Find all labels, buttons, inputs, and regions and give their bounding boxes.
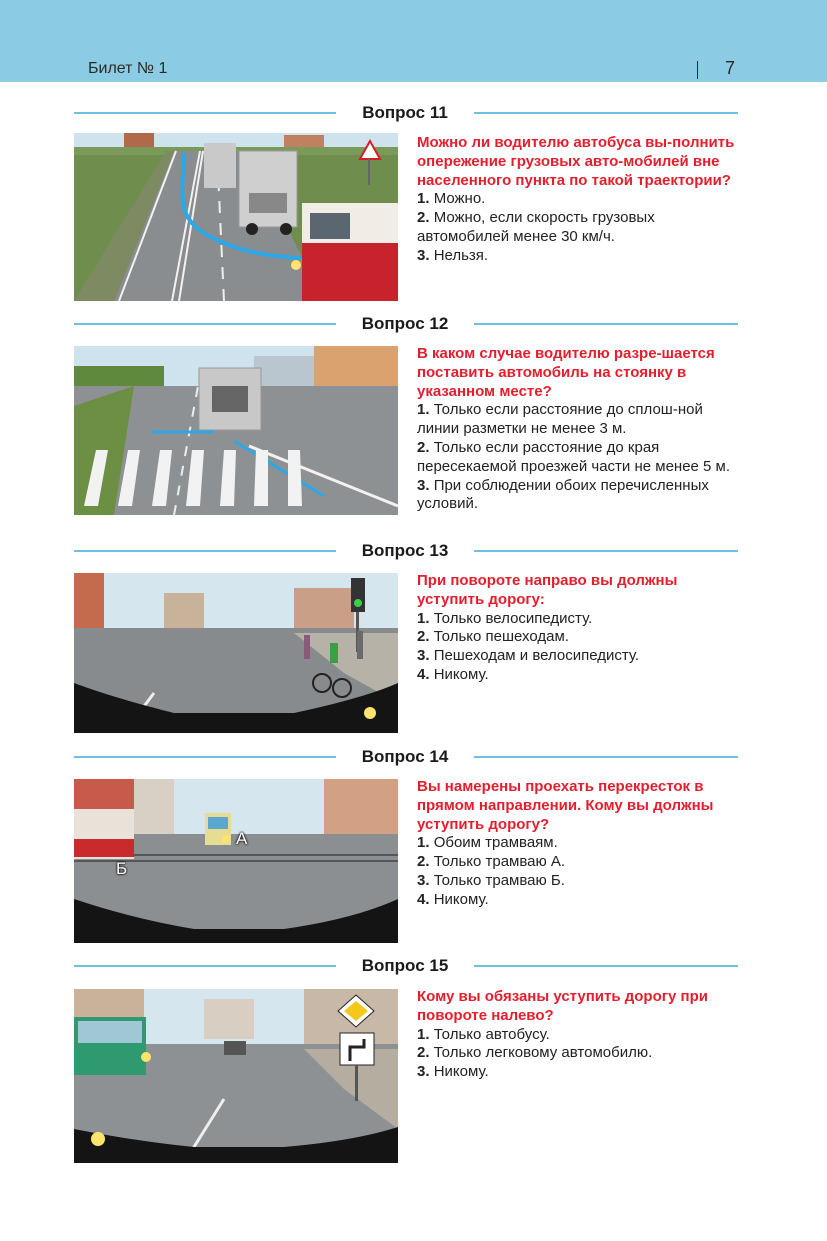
answer-number: 1. xyxy=(417,609,430,627)
heading-rule-left xyxy=(74,965,336,967)
question-11-prompt: Можно ли водителю автобуса вы-полнить опережение грузовых авто-мобилей вне населенного пункта по такой траектории? xyxy=(417,134,735,189)
page-number: 7 xyxy=(725,58,736,78)
answer-text: Никому. xyxy=(433,665,489,683)
question-11-title: Вопрос 11 xyxy=(362,103,448,122)
answer-text: Только автобусу. xyxy=(433,1025,550,1043)
question-13-heading xyxy=(74,539,738,563)
answer-text: Никому. xyxy=(433,1063,489,1081)
question-15-title: Вопрос 15 xyxy=(361,956,449,975)
answer-text: Можно. xyxy=(433,190,486,208)
question-14-prompt: Вы намерены проехать перекресток в прямом направлении. Кому вы должны уступить дорогу? xyxy=(417,778,714,833)
answer-option[interactable] xyxy=(417,610,739,629)
answer-option[interactable] xyxy=(417,190,739,209)
answer-number: 3. xyxy=(417,871,430,889)
answer-number: 1. xyxy=(417,834,430,852)
answer-text: Только пешеходам. xyxy=(433,628,569,646)
answer-option[interactable] xyxy=(417,666,739,685)
answer-text: Только легковому автомобилю. xyxy=(433,1044,653,1062)
answer-number: 4. xyxy=(417,665,430,683)
answer-option[interactable] xyxy=(417,1026,739,1045)
question-12-heading xyxy=(74,312,738,336)
answer-option[interactable] xyxy=(417,647,739,666)
answer-number: 4. xyxy=(417,890,430,908)
heading-rule-right xyxy=(474,965,738,967)
answer-text: Только трамваю А. xyxy=(433,853,566,871)
question-11-text xyxy=(417,134,739,266)
question-15-prompt: Кому вы обязаны уступить дорогу при повороте налево? xyxy=(417,988,708,1024)
question-11-heading xyxy=(74,101,738,125)
answer-text: Пешеходам и велосипедисту. xyxy=(433,647,640,665)
question-13-title: Вопрос 13 xyxy=(361,541,449,560)
page-number-divider xyxy=(697,61,698,79)
question-13-prompt: При повороте направо вы должны уступить дорогу: xyxy=(417,572,678,608)
answer-option[interactable] xyxy=(417,247,739,266)
answer-option[interactable] xyxy=(417,834,739,853)
answer-number: 2. xyxy=(417,628,430,646)
answer-text: Обоим трамваям. xyxy=(433,834,558,852)
answer-option[interactable] xyxy=(417,1063,739,1082)
question-12-text xyxy=(417,345,739,514)
ticket-label: Билет № 1 xyxy=(88,60,168,77)
answer-text: Никому. xyxy=(433,890,489,908)
answer-number: 2. xyxy=(417,438,430,456)
question-12-title: Вопрос 12 xyxy=(361,314,449,333)
answer-number: 3. xyxy=(417,476,430,494)
question-12-prompt: В каком случае водителю разре-шается поставить автомобиль на стоянку в указанном месте? xyxy=(417,345,715,400)
heading-rule-right xyxy=(474,323,738,325)
answer-option[interactable] xyxy=(417,872,739,891)
heading-rule-left xyxy=(74,323,336,325)
question-11-illustration xyxy=(74,133,398,301)
question-15-illustration xyxy=(74,989,398,1163)
answer-option[interactable] xyxy=(417,853,739,872)
answer-number: 1. xyxy=(417,190,430,208)
tram-b-label: Б xyxy=(116,859,128,878)
question-13-text xyxy=(417,572,739,685)
question-14-heading xyxy=(74,745,738,769)
answer-number: 3. xyxy=(417,246,430,264)
answer-option[interactable] xyxy=(417,401,739,439)
answer-number: 1. xyxy=(417,1025,430,1043)
question-13-illustration xyxy=(74,573,398,733)
heading-rule-left xyxy=(74,550,336,552)
heading-rule-right xyxy=(474,550,738,552)
question-15-text xyxy=(417,988,739,1082)
answer-option[interactable] xyxy=(417,1044,739,1063)
answer-number: 2. xyxy=(417,209,430,227)
answer-option[interactable] xyxy=(417,628,739,647)
question-15-heading xyxy=(74,954,738,978)
question-14-illustration xyxy=(74,779,398,943)
answer-text: Только если расстояние до сплош-ной линии разметки не менее 3 м. xyxy=(417,401,703,438)
question-14-title: Вопрос 14 xyxy=(361,747,449,766)
heading-rule-left xyxy=(74,756,336,758)
question-14-text xyxy=(417,778,739,910)
answer-text: Нельзя. xyxy=(433,246,489,264)
question-12-illustration xyxy=(74,346,398,515)
answer-option[interactable] xyxy=(417,891,739,910)
answer-option[interactable] xyxy=(417,477,739,515)
heading-rule-right xyxy=(474,112,738,114)
answer-number: 3. xyxy=(417,1063,430,1081)
answer-number: 3. xyxy=(417,647,430,665)
answer-number: 1. xyxy=(417,401,430,419)
answer-option[interactable] xyxy=(417,439,739,477)
answer-text: Можно, если скорость грузовых автомобилей менее 30 км/ч. xyxy=(417,209,655,245)
heading-rule-right xyxy=(474,756,738,758)
answer-number: 2. xyxy=(417,853,430,871)
answer-text: При соблюдении обоих перечисленных условий. xyxy=(417,476,709,513)
answer-text: Только велосипедисту. xyxy=(433,609,593,627)
answer-option[interactable] xyxy=(417,209,739,247)
answer-number: 2. xyxy=(417,1044,430,1062)
tram-a-label: А xyxy=(236,829,248,848)
answer-text: Только если расстояние до края пересекаемой проезжей части не менее 5 м. xyxy=(417,438,731,475)
answer-text: Только трамваю Б. xyxy=(433,871,565,889)
heading-rule-left xyxy=(74,112,336,114)
